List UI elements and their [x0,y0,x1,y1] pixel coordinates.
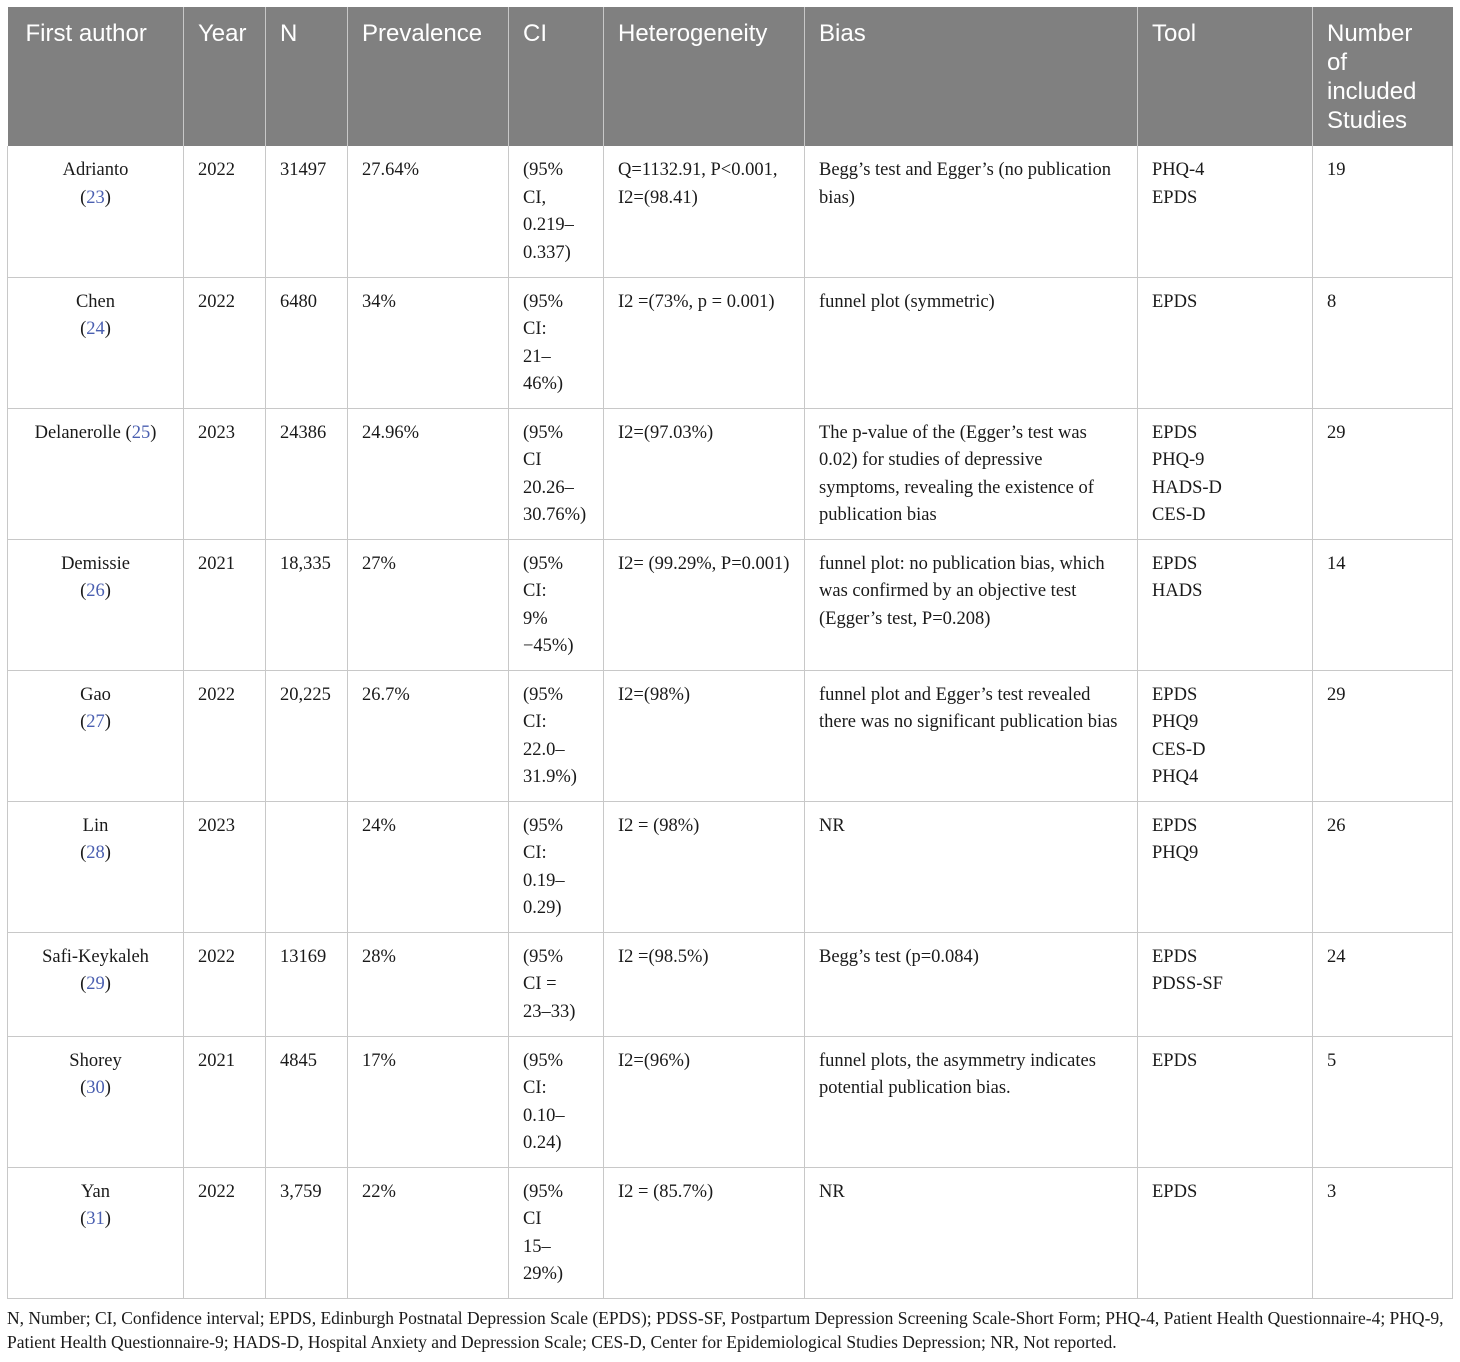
ci-line: CI: [523,843,547,863]
ci-line: CI: [523,712,547,732]
tool-item: PHQ9 [1152,712,1199,732]
tool-item: EPDS [1152,946,1198,967]
cell-bias [805,1167,1138,1298]
cell-bias [805,408,1138,539]
n-value: 3,759 [280,1181,322,1202]
cell-heterogeneity [604,539,805,670]
cell-prevalence [348,932,509,1036]
reference-link[interactable]: 26 [86,581,105,601]
author-name: Demissie [61,553,130,574]
cell-first-author: Lin (28) [8,801,184,932]
n-value: 20,225 [280,684,331,705]
prevalence-value: 28% [362,946,396,967]
author-name: Lin [82,815,109,836]
cell-number-of-studies [1313,801,1453,932]
cell-number-of-studies [1313,1167,1453,1298]
header-n: N [266,7,348,146]
ci-line: 23–33) [523,1001,576,1022]
prevalence-value: 22% [362,1181,396,1202]
ci-line: 0.219– [523,215,574,235]
studies-value: 29 [1327,422,1346,443]
cell-ci [509,146,604,277]
studies-value: 24 [1327,946,1346,967]
ci-line: (95% [523,291,564,312]
ci-line: −45%) [523,636,574,656]
table-row [8,146,1453,277]
cell-ci [509,408,604,539]
studies-value: 26 [1327,815,1346,836]
tool-item: HADS-D [1152,477,1222,498]
cell-bias [805,932,1138,1036]
header-number-of-studies: Number of included Studies [1313,7,1453,146]
bias-value: NR [819,815,845,836]
cell-first-author: Delanerolle (25) [8,408,184,539]
cell-prevalence [348,277,509,408]
cell-number-of-studies [1313,539,1453,670]
cell-heterogeneity [604,146,805,277]
ci-line: 0.29) [523,898,562,918]
ci-line: 20.26– [523,477,574,498]
cell-bias [805,1036,1138,1167]
cell-ci [509,539,604,670]
header-year: Year [184,7,266,146]
ci-line: 31.9%) [523,767,577,787]
cell-prevalence [348,146,509,277]
ci-line: 21– [523,346,551,367]
author-name: Chen [75,291,116,312]
ci-line: 30.76%) [523,505,587,525]
tool-item: EPDS [1152,815,1198,836]
tool-item: EPDS [1152,684,1198,705]
cell-year [184,1036,266,1167]
cell-n [266,277,348,408]
ci-line: CI [523,450,542,470]
tool-item: PHQ4 [1152,767,1199,787]
ci-line: (95% [523,422,564,443]
cell-n [266,146,348,277]
year-value: 2022 [198,946,235,967]
table-row [8,1036,1453,1167]
ci-line: CI [523,1209,542,1229]
cell-ci [509,1036,604,1167]
reference-link[interactable]: 28 [86,843,105,863]
ci-line: CI: [523,1078,547,1098]
cell-first-author: Adrianto (23) [8,146,184,277]
cell-prevalence [348,539,509,670]
cell-ci [509,1167,604,1298]
cell-prevalence [348,801,509,932]
tool-item: HADS [1152,581,1203,601]
ci-line: 0.337) [523,242,571,263]
reference-link[interactable]: 27 [86,712,105,732]
n-value: 4845 [280,1050,317,1071]
cell-bias [805,146,1138,277]
studies-value: 5 [1327,1050,1337,1071]
heterogeneity-value: I2=(97.03%) [618,422,714,443]
author-name: Adrianto [62,160,129,180]
tool-item: CES-D [1152,739,1206,760]
cell-n [266,801,348,932]
ci-line: 29%) [523,1264,564,1284]
author-name: Delanerolle [34,422,121,443]
heterogeneity-value: I2 = (98%) [618,815,700,836]
studies-value: 29 [1327,684,1346,705]
cell-heterogeneity [604,932,805,1036]
n-value: 24386 [280,422,327,443]
header-bias: Bias [805,7,1138,146]
heterogeneity-value: I2=(98%) [618,684,691,705]
ci-line: 15– [523,1236,551,1257]
author-name: Yan [81,1181,110,1202]
year-value: 2021 [198,553,235,574]
cell-number-of-studies [1313,408,1453,539]
cell-bias [805,539,1138,670]
year-value: 2022 [198,291,235,312]
reference-link[interactable]: 30 [86,1078,105,1098]
cell-bias [805,670,1138,801]
n-value: 31497 [280,160,327,180]
year-value: 2023 [198,815,235,836]
cell-year [184,277,266,408]
n-value: 6480 [280,291,317,312]
cell-ci [509,277,604,408]
reference-link[interactable]: 29 [86,974,105,994]
prevalence-value: 24% [362,815,396,836]
cell-first-author: Shorey (30) [8,1036,184,1167]
table-row [8,539,1453,670]
heterogeneity-value: I2=(96%) [618,1050,691,1071]
cell-n [266,670,348,801]
cell-tool [1138,146,1313,277]
bias-value: funnel plots, the asymmetry indicates potential publication bias. [819,1050,1096,1098]
cell-tool [1138,932,1313,1036]
tool-item: PDSS-SF [1152,974,1223,994]
year-value: 2022 [198,684,235,705]
table-row [8,408,1453,539]
ci-line: 0.24) [523,1133,562,1153]
reference-link[interactable]: 31 [86,1209,105,1229]
year-value: 2021 [198,1050,235,1071]
heterogeneity-value: I2= (99.29%, P=0.001) [618,553,790,574]
prevalence-value: 24.96% [362,422,420,443]
tool-item: PHQ9 [1152,843,1199,863]
prevalence-value: 34% [362,291,396,312]
bias-value: funnel plot: no publication bias, which was confirmed by an objective test (Egger’s test, P=0.208) [819,553,1105,629]
ci-line: 9% [523,608,548,629]
cell-bias [805,801,1138,932]
cell-heterogeneity [604,801,805,932]
cell-tool [1138,670,1313,801]
cell-prevalence [348,1036,509,1167]
ci-line: 0.19– [523,870,565,891]
cell-ci [509,932,604,1036]
cell-number-of-studies [1313,146,1453,277]
tool-item: CES-D [1152,505,1206,525]
tool-item: EPDS [1152,1181,1198,1202]
cell-n [266,1167,348,1298]
cell-first-author: Yan (31) [8,1167,184,1298]
tool-item: PHQ-9 [1152,450,1205,470]
heterogeneity-value: I2 =(73%, p = 0.001) [618,291,775,312]
cell-number-of-studies [1313,1036,1453,1167]
cell-year [184,801,266,932]
tool-item: EPDS [1152,291,1198,312]
year-value: 2022 [198,160,235,180]
ci-line: (95% [523,946,564,967]
cell-number-of-studies [1313,932,1453,1036]
ci-line: CI = [523,974,557,994]
ci-line: (95% [523,684,564,705]
table-row [8,277,1453,408]
cell-year [184,670,266,801]
ci-line: CI: [523,581,547,601]
ci-line: 0.10– [523,1105,565,1126]
author-name: Gao [80,684,111,705]
table-row [8,932,1453,1036]
ci-line: (95% [523,815,564,836]
cell-prevalence [348,670,509,801]
studies-value: 14 [1327,553,1346,574]
cell-first-author: Demissie (26) [8,539,184,670]
n-value: 13169 [280,946,327,967]
ci-line: 22.0– [523,739,565,760]
cell-n [266,932,348,1036]
prevalence-value: 27.64% [362,160,420,180]
cell-number-of-studies [1313,670,1453,801]
ci-line: CI, [523,187,547,208]
prevalence-value: 26.7% [362,684,410,705]
table-container [7,7,1452,1299]
bias-value: Begg’s test and Egger’s (no publication bias) [819,160,1112,208]
cell-heterogeneity [604,408,805,539]
author-name: Safi-Keykaleh [42,946,149,967]
cell-tool [1138,1167,1313,1298]
bias-value: Begg’s test (p=0.084) [819,946,979,967]
reference-link[interactable]: 23 [86,187,105,208]
ci-line: (95% [523,1181,564,1202]
year-value: 2023 [198,422,235,443]
cell-first-author: Safi-Keykaleh (29) [8,932,184,1036]
header-heterogeneity: Heterogeneity [604,7,805,146]
cell-prevalence [348,408,509,539]
cell-year [184,408,266,539]
cell-tool [1138,801,1313,932]
ci-line: CI: [523,319,547,339]
tool-item: PHQ-4 [1152,160,1205,180]
author-name: Shorey [69,1050,122,1071]
ci-line: 46%) [523,374,564,394]
table-body [8,146,1453,1298]
cell-number-of-studies [1313,277,1453,408]
cell-year [184,932,266,1036]
studies-value: 19 [1327,160,1346,180]
reference-link[interactable]: 25 [131,422,151,443]
cell-prevalence [348,1167,509,1298]
table-row [8,801,1453,932]
header-first-author: First author [8,7,184,146]
heterogeneity-value: I2 =(98.5%) [618,946,709,967]
cell-first-author: Chen (24) [8,277,184,408]
tool-item: EPDS [1152,1050,1198,1071]
prevalence-value: 27% [362,553,396,574]
tool-item: EPDS [1152,187,1198,208]
cell-year [184,1167,266,1298]
cell-heterogeneity [604,1036,805,1167]
table-row [8,1167,1453,1298]
bias-value: funnel plot and Egger’s test revealed there was no significant publication bias [819,684,1118,732]
bias-value: NR [819,1181,845,1202]
n-value: 18,335 [280,553,331,574]
cell-first-author: Gao (27) [8,670,184,801]
header-prevalence: Prevalence [348,7,509,146]
cell-year [184,539,266,670]
tool-item: EPDS [1152,422,1198,443]
studies-value: 3 [1327,1181,1337,1202]
header-row [8,7,1453,146]
cell-heterogeneity [604,670,805,801]
heterogeneity-value: I2 = (85.7%) [618,1181,714,1202]
cell-n [266,408,348,539]
tool-item: EPDS [1152,553,1198,574]
table-row [8,670,1453,801]
cell-heterogeneity [604,277,805,408]
cell-tool [1138,539,1313,670]
cell-n [266,1036,348,1167]
cell-bias [805,277,1138,408]
prevalence-value: 17% [362,1050,396,1071]
studies-value: 8 [1327,291,1337,312]
table-footnote: N, Number; CI, Confidence interval; EPDS, Edinburgh Postnatal Depression Scale (EPDS); PDSS-SF, Postpartum Depression Screening Scale-Short Form; PHQ-4, Patient Health Questionnaire-4; PHQ-9, Patient Health Questionnaire-9; HADS-D, Hospital Anxiety and Depression Scale; CES-D, Center for Epidemiological Studies Depression; NR, Not reported. [7,1308,1444,1352]
cell-ci [509,670,604,801]
reference-link[interactable]: 24 [86,319,105,339]
ci-line: (95% [523,1050,564,1071]
header-tool: Tool [1138,7,1313,146]
bias-value: funnel plot (symmetric) [819,291,995,312]
meta-analysis-table [7,7,1453,1299]
header-ci: CI [509,7,604,146]
year-value: 2022 [198,1181,235,1202]
ci-line: (95% [523,160,564,180]
cell-heterogeneity [604,1167,805,1298]
bias-value: The p-value of the (Egger’s test was 0.02) for studies of depressive symptoms, revealing the existence of publication bias [819,422,1094,525]
cell-ci [509,801,604,932]
cell-tool [1138,408,1313,539]
cell-tool [1138,1036,1313,1167]
heterogeneity-value: Q=1132.91, P<0.001, I2=(98.41) [618,160,778,208]
ci-line: (95% [523,553,564,574]
cell-year [184,146,266,277]
cell-n [266,539,348,670]
cell-tool [1138,277,1313,408]
